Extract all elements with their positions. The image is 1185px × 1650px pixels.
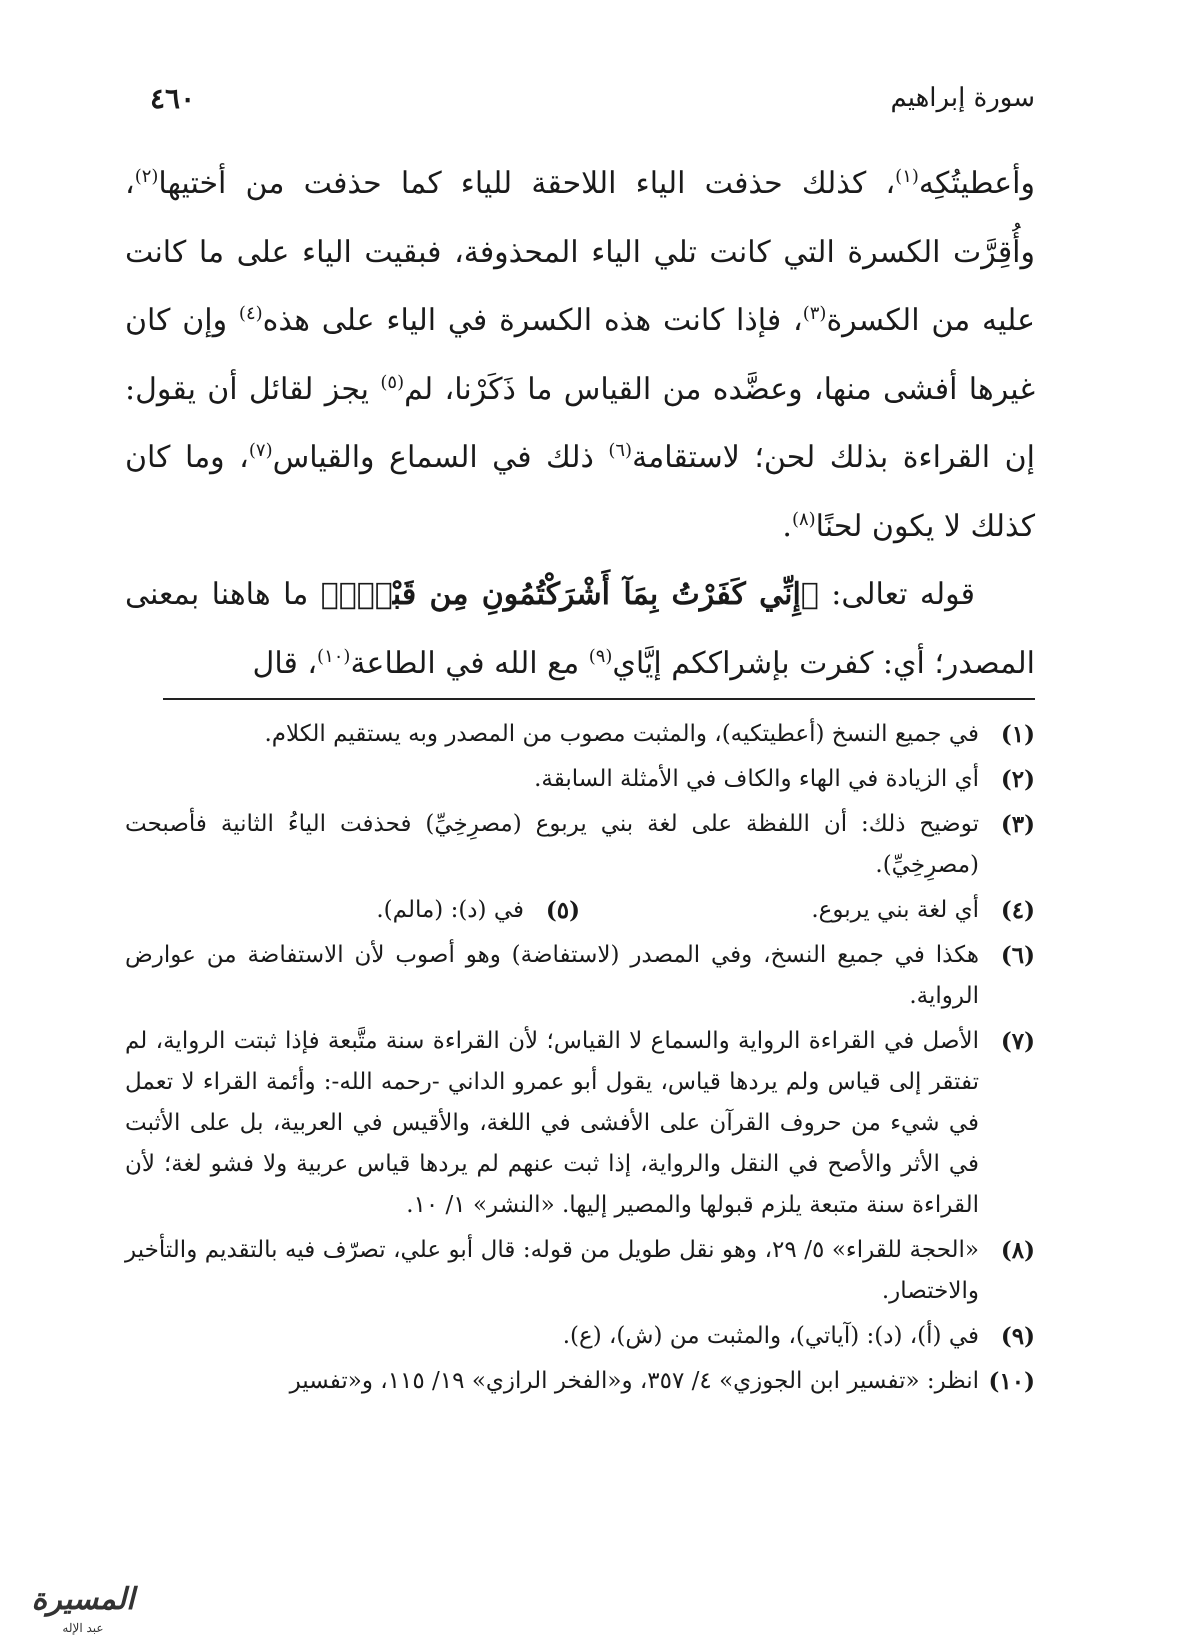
surah-title: سورة إبراهيم — [890, 83, 1035, 113]
paragraph-1 — [125, 150, 1035, 561]
footnote-text: انظر: «تفسير ابن الجوزي» ٤/ ٣٥٧، و«الفخر الرازي» ١٩/ ١١٥، و«تفسير — [289, 1368, 979, 1394]
footnote-text: في (أ)، (د): (آياتي)، والمثبت من (ش)، (ع). — [562, 1323, 979, 1349]
footnote-ref-10: (١٠) — [317, 645, 351, 667]
footnote-10 — [125, 1361, 1035, 1402]
footnote-number: (٤) — [1000, 897, 1035, 924]
text-run: مع الله في الطاعة — [350, 645, 589, 681]
footnote-text: الأصل في القراءة الرواية والسماع لا القياس؛ لأن القراءة سنة متَّبعة فإذا ثبتت الرواية، لم تفتقر إلى قياس ولم يردها قياس، يقول أبو عمرو الداني -رحمه الله-: وأئمة القراء لا تعمل في شيء من حروف القرآن على الأفشى في اللغة، والأقيس في العربية، بل على الأثبت في الأثر والأصح في النقل والرواية، إذا ثبت عنهم لم يردها قياس عربية ولا فشو لغة؛ لأن القراءة سنة متبعة يلزم قبولها والمصير إليها. «النشر» ١/ ١٠. — [125, 1028, 979, 1218]
text-run: . — [782, 508, 792, 544]
footnotes — [125, 714, 1035, 1406]
footnote-number: (٨) — [1000, 1237, 1035, 1264]
footnote-ref-5: (٥) — [380, 371, 405, 393]
main-text — [125, 150, 1035, 698]
page-number: ٤٦٠ — [150, 81, 196, 115]
text-run: ، كذلك حذفت الياء اللاحقة للياء كما حذفت من أختيها — [158, 166, 896, 201]
footnote-text: هكذا في جميع النسخ، وفي المصدر (لاستفاضة) وهو أصوب لأن الاستفاضة من عوارض الرواية. — [125, 942, 979, 1009]
logo-mark: المسيرة — [31, 1582, 135, 1617]
running-header — [150, 78, 1035, 118]
publisher-logo — [8, 1580, 158, 1650]
footnote-2 — [125, 759, 1035, 800]
footnote-number: (٩) — [1000, 1323, 1035, 1350]
footnote-text: في (د): (مالم). — [376, 897, 524, 923]
text-run: وإن كان غيرها أفشى منها، وعضَّده من القياس ما ذَكَرْنا، لم — [125, 303, 1036, 407]
footnote-8 — [125, 1230, 1035, 1312]
footnote-4 — [580, 890, 1035, 931]
footnote-7 — [125, 1021, 1035, 1226]
footnote-text: أي الزيادة في الهاء والكاف في الأمثلة السابقة. — [534, 766, 979, 792]
footnote-ref-1: (١) — [895, 166, 919, 187]
paragraph-2 — [125, 561, 1035, 698]
footnote-text: في جميع النسخ (أعطيتكيه)، والمثبت مصوب من المصدر وبه يستقيم الكلام. — [264, 721, 979, 747]
footnote-text: «الحجة للقراء» ٥/ ٢٩، وهو نقل طويل من قوله: قال أبو علي، تصرّف فيه بالتقديم والتأخير والاختصار. — [125, 1237, 980, 1304]
footnote-number: (١٠) — [988, 1368, 1035, 1395]
footnote-ref-3: (٣) — [802, 303, 827, 324]
text-run: ، فإذا كانت هذه الكسرة في الياء على هذه — [262, 303, 803, 338]
text-run: ، وأُقِرَّت الكسرة التي كانت تلي الياء المحذوفة، فبقيت الياء على ما كانت عليه من الكسرة — [125, 166, 1035, 338]
text-run: ، وما كان كذلك لا يكون لحنًا — [125, 440, 1035, 544]
text-run: وأعطيتُكِه — [918, 166, 1035, 201]
quran-verse: ﴿إِنِّي كَفَرْتُ بِمَآ أَشْرَكْتُمُونِ مِن قَبْلُۗ﴾ — [320, 577, 819, 612]
footnote-number: (١) — [1000, 721, 1035, 748]
footnote-number: (٦) — [1000, 942, 1035, 969]
logo-subtext: عبد الإله — [62, 1621, 104, 1635]
footnote-number: (٣) — [1000, 811, 1035, 838]
text-run: قوله تعالى: — [818, 577, 975, 612]
footnote-6 — [125, 935, 1035, 1017]
footnote-text: توضيح ذلك: أن اللفظة على لغة بني يربوع (مصرِخِيِّ) فحذفت الياءُ الثانية فأصبحت (مصرِخِيِّ). — [125, 811, 979, 878]
footnote-divider — [163, 698, 1035, 700]
footnote-ref-4: (٤) — [238, 303, 263, 324]
footnote-ref-8: (٨) — [791, 508, 816, 530]
text-run: ، قال — [252, 645, 318, 681]
footnote-text: أي لغة بني يربوع. — [811, 897, 979, 923]
footnote-number: (٢) — [1000, 766, 1035, 793]
footnote-ref-9: (٩) — [588, 645, 613, 667]
footnote-4-5-row — [125, 890, 1035, 931]
footnote-number: (٥) — [545, 897, 580, 924]
footnote-number: (٧) — [1000, 1028, 1035, 1055]
footnote-ref-6: (٦) — [608, 440, 633, 461]
footnote-5 — [125, 890, 580, 931]
footnote-ref-7: (٧) — [248, 440, 273, 461]
footnote-1 — [125, 714, 1035, 755]
footnote-3 — [125, 804, 1035, 886]
text-run: ذلك في السماع والقياس — [272, 440, 609, 475]
footnote-ref-2: (٢) — [134, 166, 159, 187]
text-run: يجز لقائل أن يقول: إن القراءة بذلك لحن؛ لاستقامة — [125, 371, 1036, 475]
text-run: ما هاهنا بمعنى المصدر؛ أي: كفرت بإشراككم إيَّاي — [125, 577, 1035, 681]
footnote-9 — [125, 1316, 1035, 1357]
